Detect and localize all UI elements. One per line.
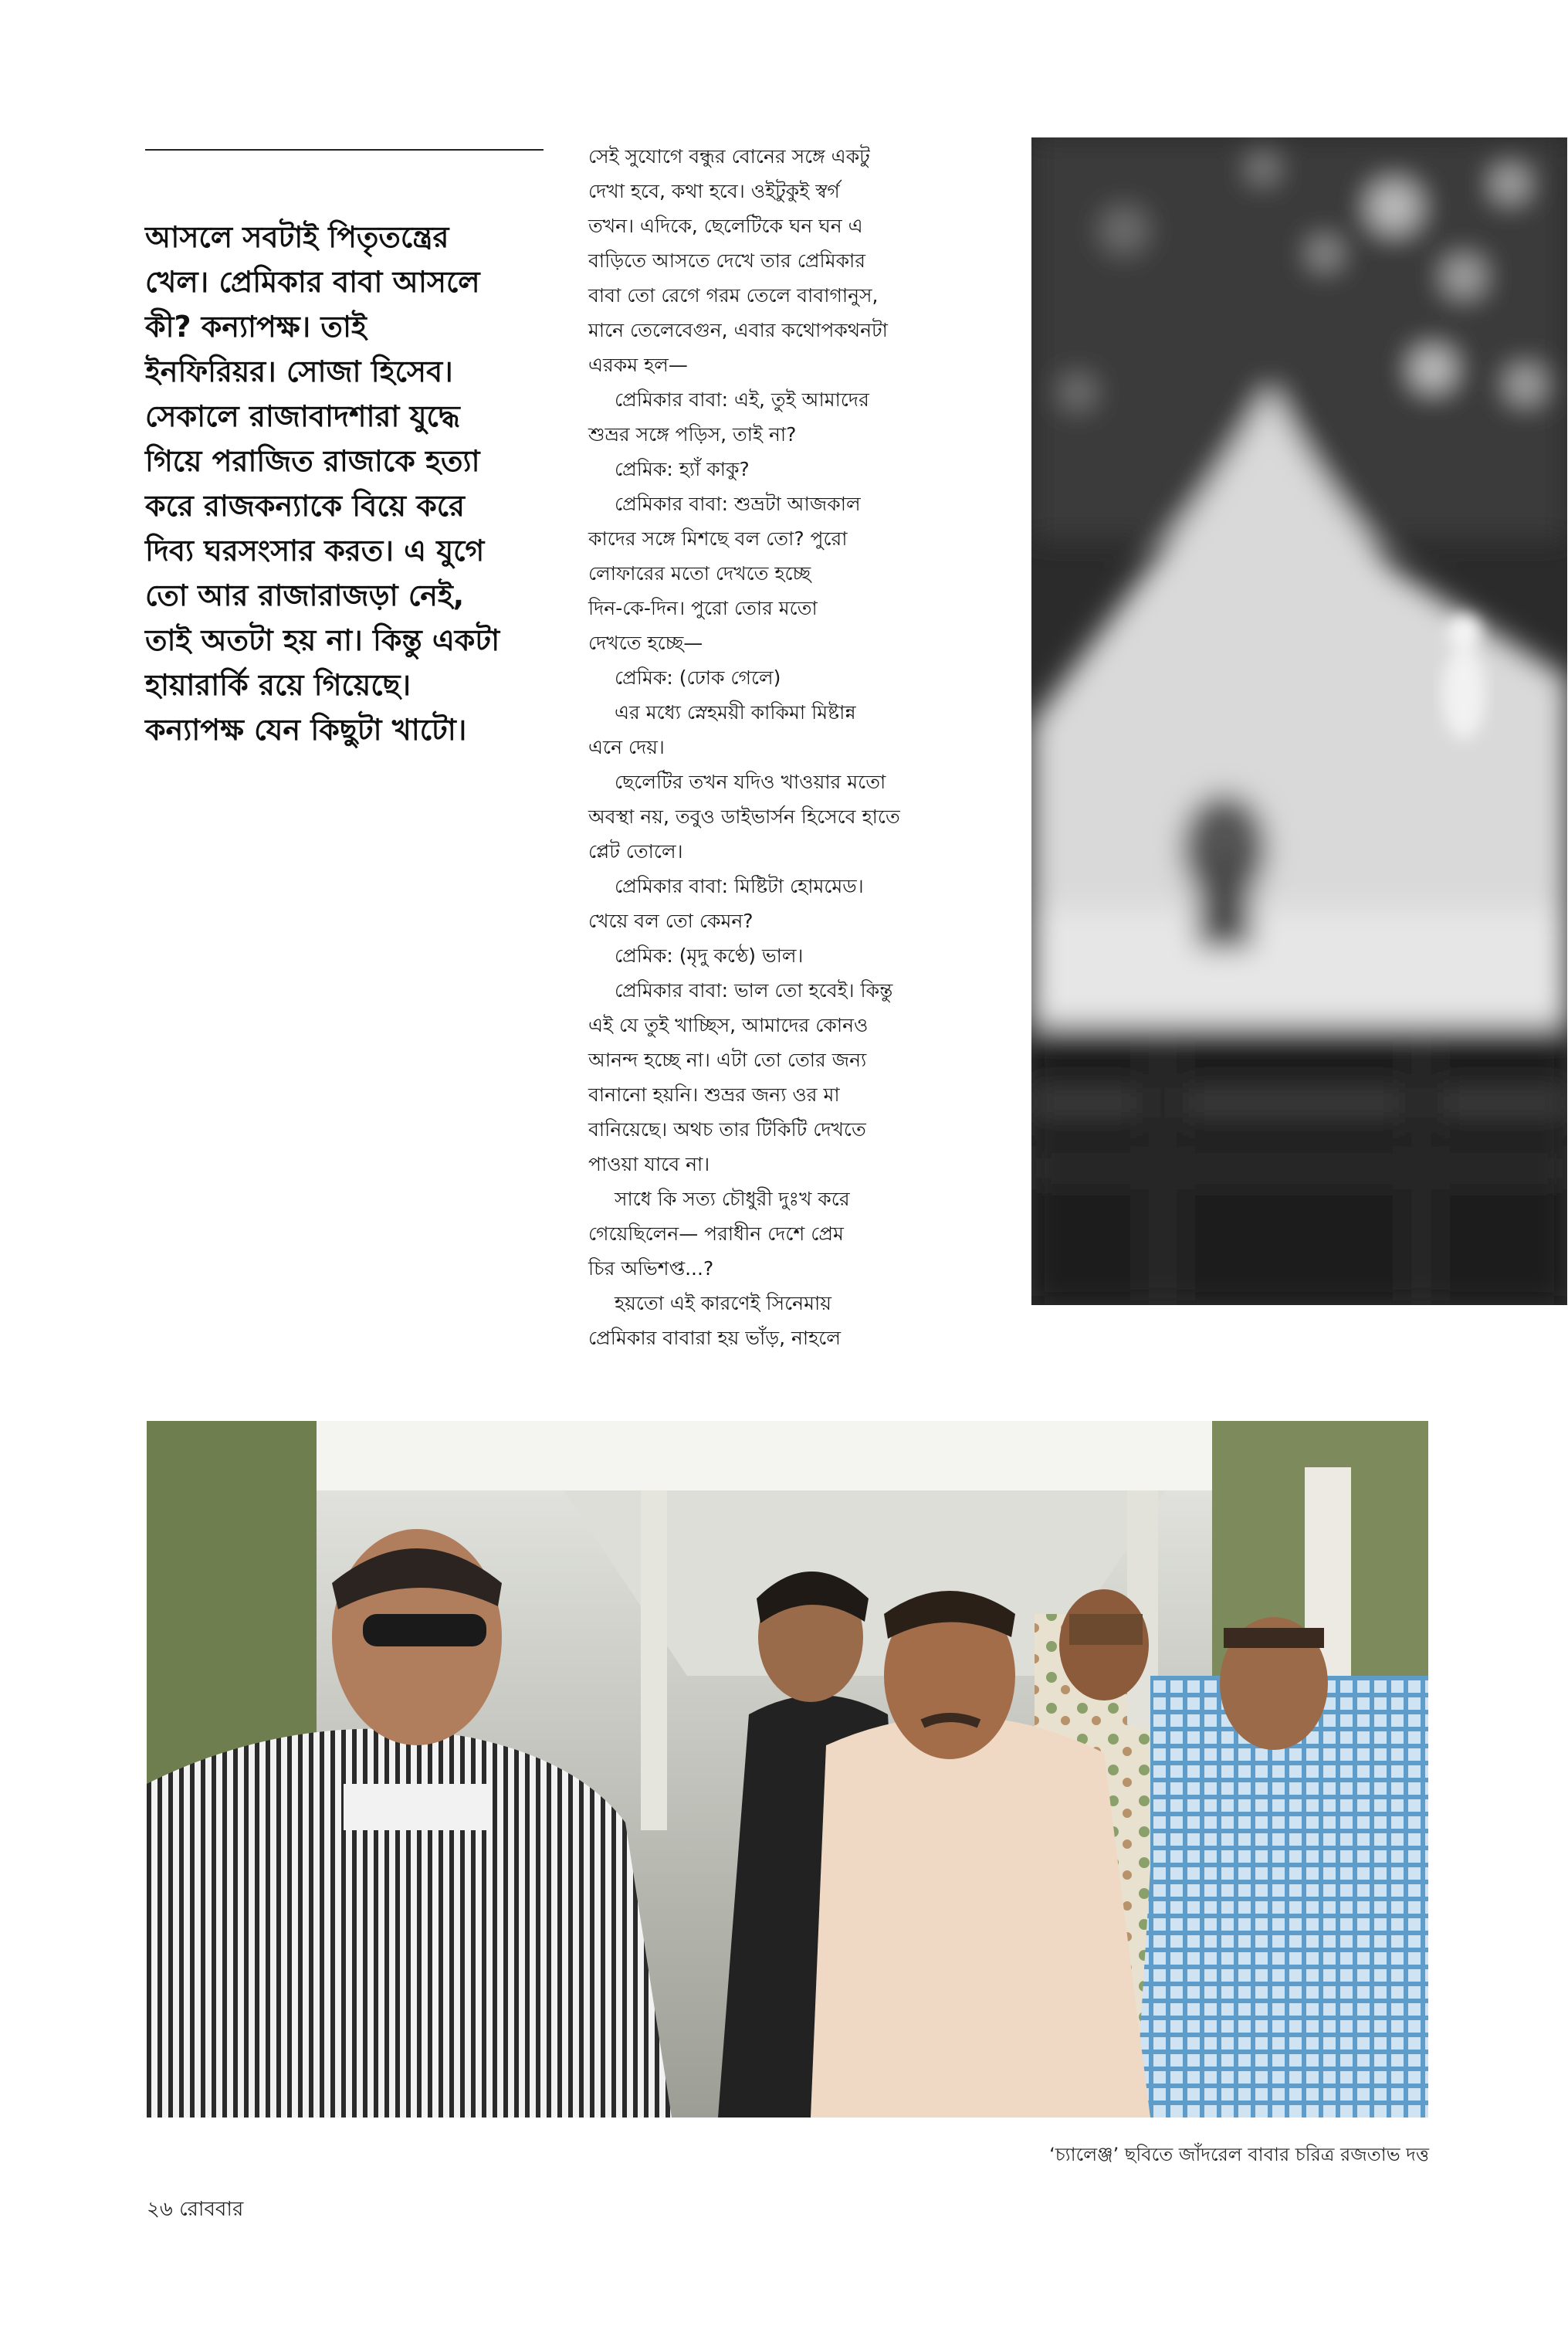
pullquote-top-rule — [145, 149, 544, 151]
article-line: এনে দেয়। — [588, 736, 665, 758]
pull-quote-line: কী? কন্যাপক্ষ। তাই — [145, 310, 367, 344]
article-line: প্রেমিক: হ্যাঁ কাকু? — [615, 458, 750, 480]
article-line: ছেলেটির তখন যদিও খাওয়ার মতো — [615, 771, 886, 793]
pull-quote-line: দিব্য ঘরসংসার করত। এ যুগে — [145, 534, 485, 568]
article-line: হয়তো এই কারণেই সিনেমায় — [615, 1292, 831, 1314]
article-line: প্লেট তোলে। — [588, 840, 683, 863]
article-line: প্রেমিকার বাবারা হয় ভাঁড়, নাহলে — [588, 1327, 841, 1349]
article-body — [588, 139, 990, 1355]
article-line: খেয়ে বল তো কেমন? — [588, 910, 754, 932]
article-line: লোফারের মতো দেখতে হচ্ছে — [588, 562, 811, 585]
pull-quote-line: কন্যাপক্ষ যেন কিছুটা খাটো। — [145, 713, 467, 747]
article-line: বানানো হয়নি। শুভ্রর জন্য ওর মা — [588, 1083, 840, 1106]
article-line: শুভ্রর সঙ্গে পড়িস, তাই না? — [588, 423, 797, 446]
article-line: তখন। এদিকে, ছেলেটিকে ঘন ঘন এ — [588, 215, 863, 237]
film-still-graphic — [147, 1421, 1428, 2117]
article-line: প্রেমিক: (মৃদু কণ্ঠে) ভাল। — [615, 944, 804, 967]
article-line: বানিয়েছে। অথচ তার টিকিটি দেখতে — [588, 1118, 866, 1141]
article-line: আনন্দ হচ্ছে না। এটা তো তোর জন্য — [588, 1049, 867, 1071]
page-folio: ২৬ রোববার — [147, 2198, 244, 2221]
article-line: চির অভিশপ্ত...? — [588, 1257, 714, 1280]
pull-quote-line: করে রাজকন্যাকে বিয়ে করে — [145, 489, 465, 523]
pull-quote-line: গিয়ে পরাজিত রাজাকে হত্যা — [145, 444, 480, 478]
article-line: এর মধ্যে স্নেহময়ী কাকিমা মিষ্টান্ন — [615, 701, 856, 724]
article-line: দিন-কে-দিন। পুরো তোর মতো — [588, 597, 818, 619]
article-line: প্রেমিকার বাবা: এই, তুই আমাদের — [615, 388, 869, 411]
article-line: বাড়িতে আসতে দেখে তার প্রেমিকার — [588, 249, 866, 272]
article-line: কাদের সঙ্গে মিশছে বল তো? পুরো — [588, 527, 848, 550]
article-line: প্রেমিকার বাবা: শুভ্রটা আজকাল — [615, 493, 861, 515]
article-line: এরকম হল— — [588, 354, 688, 376]
pull-quote-line: তো আর রাজারাজড়া নেই, — [145, 578, 465, 612]
article-line: পাওয়া যাবে না। — [588, 1153, 710, 1175]
article-line: অবস্থা নয়, তবুও ডাইভার্সন হিসেবে হাতে — [588, 805, 900, 828]
article-line: সাধে কি সত্য চৌধুরী দুঃখ করে — [615, 1188, 850, 1210]
article-line: প্রেমিকার বাবা: ভাল তো হবেই। কিন্তু — [615, 979, 893, 1002]
article-line: এই যে তুই খাচ্ছিস, আমাদের কোনও — [588, 1014, 869, 1036]
pull-quote-line: খেল। প্রেমিকার বাবা আসলে — [145, 265, 480, 299]
pull-quote — [145, 215, 547, 752]
article-line: সেই সুযোগে বন্ধুর বোনের সঙ্গে একটু — [588, 145, 870, 168]
pull-quote-line: সেকালে রাজাবাদশারা যুদ্ধে — [145, 399, 460, 433]
article-line: প্রেমিক: (ঢোক গেলে) — [615, 666, 781, 689]
blurred-photo-graphic — [1031, 137, 1567, 1305]
article-line: গেয়েছিলেন— পরাধীন দেশে প্রেম — [588, 1222, 844, 1245]
article-line: দেখা হবে, কথা হবে। ওইটুকুই স্বর্গ — [588, 180, 840, 202]
article-line: প্রেমিকার বাবা: মিষ্টিটা হোমমেড। — [615, 875, 864, 897]
photo-caption: ‘চ্যালেঞ্জ’ ছবিতে জাঁদরেল বাবার চরিত্র রজতাভ দত্ত — [1049, 2144, 1429, 2165]
pull-quote-line: ইনফিরিয়র। সোজা হিসেব। — [145, 354, 453, 388]
article-line: দেখতে হচ্ছে— — [588, 632, 703, 654]
pull-quote-line: আসলে সবটাই পিতৃতন্ত্রের — [145, 220, 449, 254]
article-line: মানে তেলেবেগুন, এবার কথোপকথনটা — [588, 319, 888, 341]
pull-quote-line: হায়ারার্কি রয়ে গিয়েছে। — [145, 668, 411, 702]
blurred-photo-top — [1031, 137, 1567, 1305]
article-line: বাবা তো রেগে গরম তেলে বাবাগানুস, — [588, 284, 879, 307]
pull-quote-line: তাই অতটা হয় না। কিন্তু একটা — [145, 623, 500, 657]
film-still-photo — [147, 1421, 1428, 2117]
